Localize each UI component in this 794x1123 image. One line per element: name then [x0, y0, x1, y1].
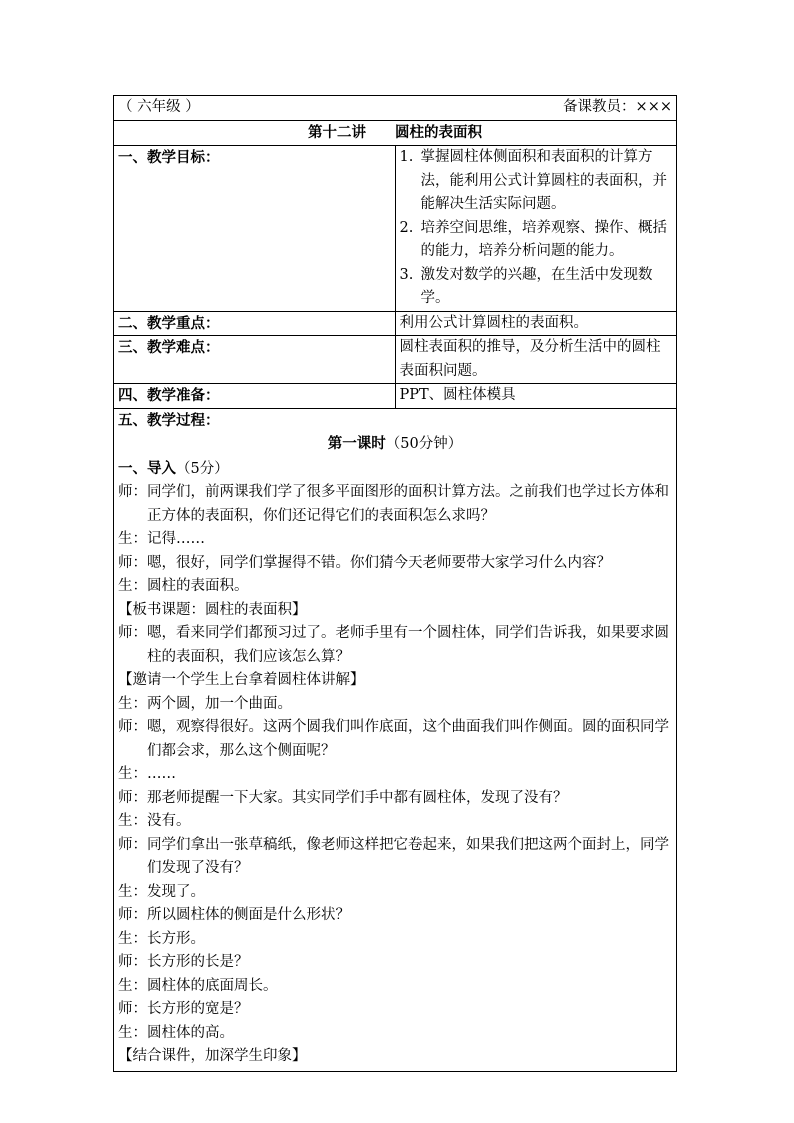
- speaker-label: 师：: [118, 719, 147, 735]
- dialogue-line: [118, 622, 672, 669]
- grade-label: （ 六年级 ）: [118, 99, 200, 115]
- key-points-text: 利用公式计算圆柱的表面积。: [395, 311, 677, 336]
- line-text: 圆柱体的底面周长。: [147, 977, 278, 994]
- dialogue-line: [118, 881, 672, 905]
- objectives-list: [400, 146, 673, 311]
- note-text: 【邀请一个学生上台拿着圆柱体讲解】: [118, 672, 365, 688]
- header-cell: [114, 96, 677, 121]
- stage-note: [118, 599, 672, 623]
- speaker-label: 生：: [118, 883, 147, 900]
- process-row: [114, 408, 677, 1071]
- objective-number: 3.: [399, 266, 414, 283]
- line-text: 没有。: [147, 813, 191, 829]
- speaker-label: 师：: [118, 907, 147, 923]
- dialogue-line: [118, 834, 672, 881]
- key-points-row: [114, 311, 677, 336]
- preparation-label: 四、教学准备：: [114, 384, 396, 409]
- title-row: [114, 121, 677, 146]
- period-duration: （50分钟）: [385, 436, 463, 452]
- speaker-label: 生：: [118, 695, 147, 712]
- speaker-label: 师：: [118, 484, 147, 500]
- objective-item: [400, 217, 673, 264]
- objectives-label: 一、教学目标：: [114, 146, 396, 312]
- dialogue-line: [118, 810, 672, 834]
- line-text: 圆柱的表面积。: [147, 578, 249, 594]
- line-text: 同学们拿出一张草稿纸，像老师这样把它卷起来，如果我们把这两个面封上，同学们发现了没有？: [147, 836, 669, 876]
- difficulties-row: [114, 336, 677, 384]
- preparation-row: [114, 384, 677, 409]
- line-text: 记得……: [147, 531, 205, 547]
- line-text: 长方形。: [147, 930, 205, 947]
- difficulties-label: 三、教学难点：: [114, 336, 396, 384]
- dialogue-line: [118, 693, 672, 717]
- process-cell: [114, 408, 677, 1071]
- speaker-label: 生：: [118, 977, 147, 994]
- stage-note: [118, 1045, 672, 1069]
- line-text: 发现了。: [147, 883, 205, 900]
- section-duration: （5分）: [176, 460, 229, 477]
- objective-item: [400, 146, 673, 217]
- line-text: 长方形的长是？: [147, 954, 249, 970]
- speaker-label: 师：: [118, 1001, 147, 1017]
- speaker-label: 师：: [118, 789, 147, 806]
- lesson-plan-table: [113, 95, 677, 1072]
- objectives-content: [395, 146, 677, 312]
- dialogue-line: [118, 951, 672, 975]
- dialogue-list: [118, 481, 672, 1069]
- line-text: 长方形的宽是？: [147, 1001, 249, 1017]
- dialogue-line: [118, 975, 672, 999]
- note-text: 【板书课题：圆柱的表面积】: [118, 601, 307, 618]
- line-text: 嗯，很好，同学们掌握得不错。你们猜今天老师要带大家学习什么内容？: [147, 554, 611, 571]
- speaker-label: 生：: [118, 766, 147, 782]
- dialogue-line: [118, 528, 672, 552]
- dialogue-line: [118, 575, 672, 599]
- objective-text: 培养空间思维，培养观察、操作、概括的能力，培养分析问题的能力。: [420, 219, 667, 259]
- key-points-label: 二、教学重点：: [114, 311, 396, 336]
- dialogue-line: [118, 552, 672, 576]
- line-text: 同学们，前两课我们学了很多平面图形的面积计算方法。之前我们也学过长方体和正方体的表面积，你们还记得它们的表面积怎么求吗？: [147, 484, 669, 524]
- section-heading: [118, 457, 672, 482]
- teacher-label: 备课教员：×××: [563, 99, 672, 115]
- speaker-label: 生：: [118, 531, 147, 547]
- speaker-label: 师：: [118, 836, 147, 853]
- dialogue-line: [118, 904, 672, 928]
- line-text: 嗯，观察得很好。这两个圆我们叫作底面，这个曲面我们叫作侧面。圆的面积同学们都会求，那么这个侧面呢？: [147, 719, 669, 759]
- objectives-row: [114, 146, 677, 312]
- line-text: 圆柱体的高。: [147, 1024, 234, 1041]
- speaker-label: 生：: [118, 1024, 147, 1041]
- lesson-title: 第十二讲 圆柱的表面积: [114, 121, 677, 146]
- speaker-label: 师：: [118, 625, 147, 641]
- line-text: 所以圆柱体的侧面是什么形状？: [147, 907, 350, 923]
- stage-note: [118, 669, 672, 693]
- dialogue-line: [118, 763, 672, 787]
- note-text: 【结合课件，加深学生印象】: [118, 1048, 307, 1064]
- dialogue-line: [118, 716, 672, 763]
- line-text: 两个圆，加一个曲面。: [147, 695, 292, 712]
- speaker-label: 师：: [118, 554, 147, 571]
- process-label: 五、教学过程：: [118, 411, 220, 429]
- speaker-label: 生：: [118, 930, 147, 947]
- difficulties-text: 圆柱表面积的推导，及分析生活中的圆柱表面积问题。: [395, 336, 677, 384]
- period-heading: [118, 432, 672, 457]
- dialogue-line: [118, 928, 672, 952]
- objective-text: 掌握圆柱体侧面积和表面积的计算方法，能利用公式计算圆柱的表面积，并能解决生活实际问题。: [420, 149, 667, 212]
- dialogue-line: [118, 787, 672, 811]
- preparation-text: PPT、圆柱体模具: [395, 384, 677, 409]
- dialogue-line: [118, 1022, 672, 1046]
- speaker-label: 师：: [118, 954, 147, 970]
- header-row: [114, 96, 677, 121]
- speaker-label: 生：: [118, 578, 147, 594]
- line-text: 嗯，看来同学们都预习过了。老师手里有一个圆柱体，同学们告诉我，如果要求圆柱的表面积，我们应该怎么算？: [147, 625, 669, 665]
- section-title: 一、导入: [118, 459, 176, 477]
- objective-item: [400, 264, 673, 311]
- line-text: 那老师提醒一下大家。其实同学们手中都有圆柱体，发现了没有？: [147, 789, 568, 806]
- dialogue-line: [118, 998, 672, 1022]
- speaker-label: 生：: [118, 813, 147, 829]
- period-title: 第一课时: [327, 435, 386, 452]
- objective-text: 激发对数学的兴趣，在生活中发现数学。: [420, 266, 653, 306]
- lesson-plan-page: [113, 95, 677, 1072]
- dialogue-line: [118, 481, 672, 528]
- line-text: ……: [147, 766, 176, 782]
- objective-number: 2.: [399, 219, 414, 236]
- objective-number: 1.: [399, 149, 414, 165]
